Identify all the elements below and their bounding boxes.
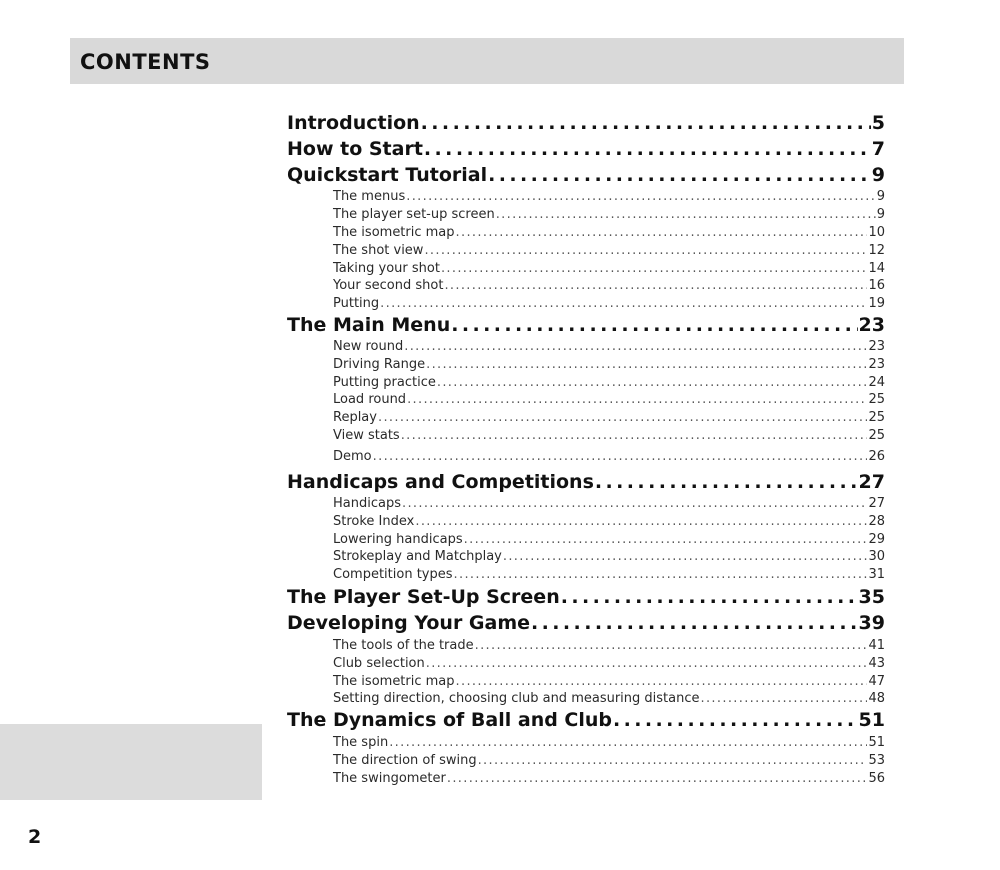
toc-entry-label: The menus — [333, 189, 406, 204]
toc-section-entry — [287, 314, 885, 339]
toc-section-entry — [287, 112, 885, 137]
dot-leader — [378, 410, 867, 425]
toc-subsection-entry — [287, 243, 885, 260]
dot-leader — [424, 243, 867, 258]
toc-entry-label: The spin — [333, 735, 389, 750]
contents-header-band — [70, 38, 904, 84]
toc-entry-label: The player set-up screen — [333, 207, 495, 222]
toc-entry-label: View stats — [333, 428, 400, 443]
toc-subsection-entry — [287, 278, 885, 295]
toc-entry-page-number: 23 — [868, 357, 885, 372]
toc-section-entry — [287, 612, 885, 637]
toc-entry-page-number: 25 — [868, 410, 885, 425]
toc-entry-page-number: 9 — [876, 207, 885, 222]
toc-entry-page-number: 47 — [868, 674, 885, 689]
toc-subsection-entry — [287, 357, 885, 374]
toc-entry-label: Replay — [333, 410, 377, 425]
toc-entry-page-number: 9 — [876, 189, 885, 204]
dot-leader — [561, 586, 858, 608]
dot-leader — [595, 471, 858, 493]
toc-entry-label: Handicaps — [333, 496, 401, 511]
toc-subsection-entry — [287, 638, 885, 655]
toc-entry-label: Strokeplay and Matchplay — [333, 549, 502, 564]
dot-leader — [426, 357, 867, 372]
dot-leader — [415, 514, 867, 529]
dot-leader — [451, 314, 857, 336]
toc-subsection-entry — [287, 428, 885, 445]
toc-subsection-entry — [287, 449, 885, 466]
toc-entry-label: Setting direction, choosing club and measuring distance — [333, 691, 700, 706]
dot-leader — [447, 771, 868, 786]
toc-entry-label: The swingometer — [333, 771, 446, 786]
toc-entry-page-number: 12 — [868, 243, 885, 258]
toc-entry-label: How to Start — [287, 138, 423, 160]
page-number: 2 — [28, 826, 42, 848]
toc-entry-page-number: 7 — [871, 138, 885, 160]
dot-leader — [456, 674, 868, 689]
toc-entry-label: The shot view — [333, 243, 424, 258]
toc-subsection-entry — [287, 496, 885, 513]
dot-leader — [373, 449, 868, 464]
toc-section-entry — [287, 471, 885, 496]
toc-entry-label: Competition types — [333, 567, 453, 582]
toc-subsection-entry — [287, 656, 885, 673]
toc-entry-label: The Main Menu — [287, 314, 451, 336]
toc-entry-label: Introduction — [287, 112, 420, 134]
page-title: CONTENTS — [80, 50, 211, 74]
toc-entry-page-number: 10 — [868, 225, 885, 240]
toc-section-entry — [287, 138, 885, 163]
toc-subsection-entry — [287, 753, 885, 770]
toc-entry-label: Lowering handicaps — [333, 532, 463, 547]
dot-leader — [475, 638, 868, 653]
toc-entry-label: Stroke Index — [333, 514, 415, 529]
toc-entry-page-number: 56 — [868, 771, 885, 786]
toc-entry-page-number: 51 — [858, 709, 885, 731]
dot-leader — [424, 138, 871, 160]
toc-entry-page-number: 25 — [868, 392, 885, 407]
dot-leader — [503, 549, 868, 564]
toc-subsection-entry — [287, 549, 885, 566]
dot-leader — [444, 278, 867, 293]
dot-leader — [437, 375, 868, 390]
toc-entry-label: The isometric map — [333, 225, 455, 240]
toc-entry-label: Putting — [333, 296, 380, 311]
toc-subsection-entry — [287, 225, 885, 242]
toc-entry-label: Putting practice — [333, 375, 436, 390]
toc-entry-page-number: 53 — [868, 753, 885, 768]
toc-entry-label: Quickstart Tutorial — [287, 164, 488, 186]
toc-entry-label: The isometric map — [333, 674, 455, 689]
toc-entry-label: Your second shot — [333, 278, 444, 293]
toc-entry-page-number: 25 — [868, 428, 885, 443]
toc-subsection-entry — [287, 567, 885, 584]
toc-entry-page-number: 43 — [868, 656, 885, 671]
toc-subsection-entry — [287, 189, 885, 206]
dot-leader — [380, 296, 867, 311]
toc-subsection-entry — [287, 691, 885, 708]
toc-entry-page-number: 24 — [868, 375, 885, 390]
dot-leader — [488, 164, 871, 186]
dot-leader — [496, 207, 876, 222]
dot-leader — [402, 496, 867, 511]
toc-subsection-entry — [287, 375, 885, 392]
toc-section-entry — [287, 164, 885, 189]
toc-entry-page-number: 5 — [871, 112, 885, 134]
toc-entry-label: Developing Your Game — [287, 612, 531, 634]
toc-subsection-entry — [287, 296, 885, 313]
toc-subsection-entry — [287, 771, 885, 788]
toc-entry-page-number: 31 — [868, 567, 885, 582]
dot-leader — [426, 656, 868, 671]
dot-leader — [406, 189, 875, 204]
toc-entry-page-number: 27 — [858, 471, 885, 493]
decorative-grey-block — [0, 724, 262, 800]
toc-entry-label: The Player Set-Up Screen — [287, 586, 560, 608]
dot-leader — [701, 691, 868, 706]
dot-leader — [441, 261, 868, 276]
toc-entry-label: The tools of the trade — [333, 638, 474, 653]
toc-entry-page-number: 51 — [868, 735, 885, 750]
toc-entry-page-number: 39 — [858, 612, 885, 634]
toc-entry-label: Handicaps and Competitions — [287, 471, 594, 493]
dot-leader — [478, 753, 868, 768]
toc-entry-page-number: 19 — [868, 296, 885, 311]
toc-entry-label: Club selection — [333, 656, 425, 671]
toc-entry-page-number: 26 — [868, 449, 885, 464]
toc-subsection-entry — [287, 532, 885, 549]
toc-entry-page-number: 30 — [868, 549, 885, 564]
toc-entry-page-number: 48 — [868, 691, 885, 706]
toc-entry-label: Taking your shot — [333, 261, 440, 276]
toc-entry-label: Load round — [333, 392, 407, 407]
toc-entry-label: Driving Range — [333, 357, 426, 372]
toc-section-entry — [287, 586, 885, 611]
toc-subsection-entry — [287, 674, 885, 691]
dot-leader — [454, 567, 868, 582]
toc-subsection-entry — [287, 339, 885, 356]
toc-entry-page-number: 9 — [871, 164, 885, 186]
dot-leader — [404, 339, 867, 354]
toc-entry-label: The direction of swing — [333, 753, 477, 768]
toc-entry-label: Demo — [333, 449, 372, 464]
toc-entry-label: New round — [333, 339, 404, 354]
toc-entry-page-number: 29 — [868, 532, 885, 547]
dot-leader — [613, 709, 858, 731]
toc-entry-page-number: 35 — [858, 586, 885, 608]
toc-entry-page-number: 28 — [868, 514, 885, 529]
toc-entry-label: The Dynamics of Ball and Club — [287, 709, 613, 731]
toc-entry-page-number: 14 — [868, 261, 885, 276]
toc-section-entry — [287, 709, 885, 734]
dot-leader — [401, 428, 868, 443]
dot-leader — [421, 112, 871, 134]
dot-leader — [531, 612, 858, 634]
toc-entry-page-number: 27 — [868, 496, 885, 511]
toc-subsection-entry — [287, 514, 885, 531]
toc-entry-page-number: 41 — [868, 638, 885, 653]
dot-leader — [456, 225, 868, 240]
toc-entry-page-number: 23 — [868, 339, 885, 354]
toc-entry-page-number: 16 — [868, 278, 885, 293]
toc-entry-page-number: 23 — [858, 314, 885, 336]
toc-subsection-entry — [287, 207, 885, 224]
toc-subsection-entry — [287, 410, 885, 427]
toc-subsection-entry — [287, 261, 885, 278]
toc-subsection-entry — [287, 392, 885, 409]
dot-leader — [464, 532, 868, 547]
dot-leader — [407, 392, 867, 407]
toc-subsection-entry — [287, 735, 885, 752]
dot-leader — [389, 735, 867, 750]
